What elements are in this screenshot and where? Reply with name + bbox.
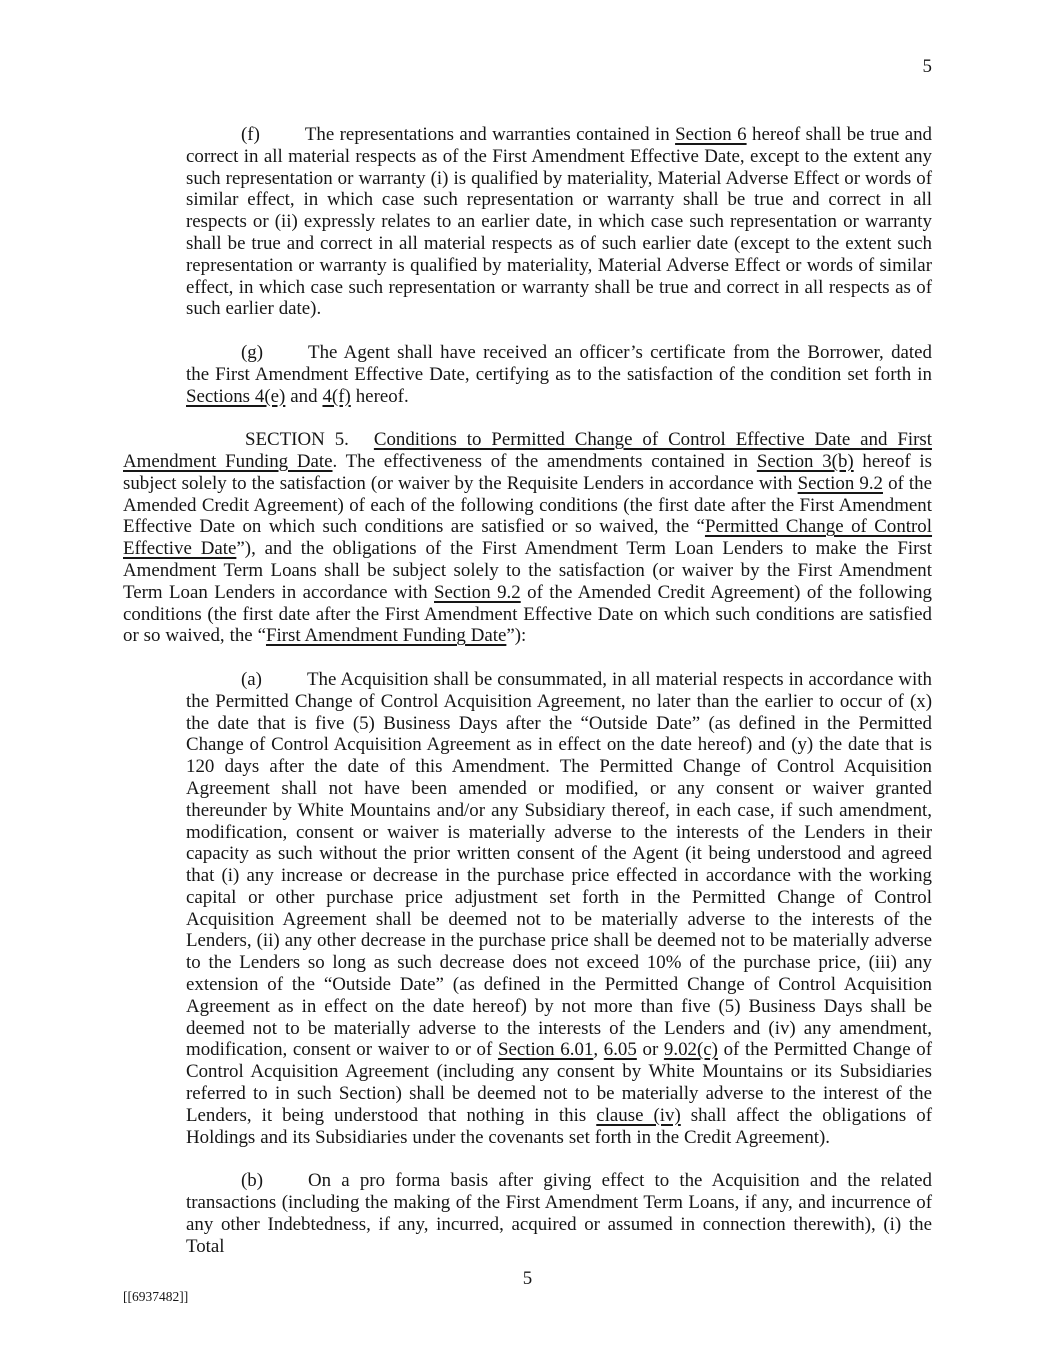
paragraph-section-5	[123, 429, 932, 647]
text-run: of the Amended Credit Agreement) of each of the following conditions (the first date after the First Amendment Effective Date on which such conditions are satisfied or so waived, the “	[123, 472, 932, 538]
text-run: of the Permitted Change of Control Acquisition Agreement (including any consent by White Mountains or its Subsidiaries referred to in such Section) shall be deemed not to be materially adverse to the interest of the Lenders, it being understood that nothing in this	[186, 1039, 932, 1126]
text-run: On a pro forma basis after giving effect to the Acquisition and the related transactions (including the making of the First Amendment Term Loans, if any, and incurrence of any other Indebtedness, if any, incurred, acquired or assumed in connection therewith), (i) the Total	[186, 1170, 932, 1257]
underlined-reference: Section 3(b)	[756, 450, 854, 472]
document-body	[123, 124, 932, 1279]
underlined-reference: Conditions to Permitted Change of Control Effective Date and First Amendment Funding Date	[123, 429, 932, 472]
page-number-top: 5	[922, 56, 932, 77]
text-run: hereof.	[350, 385, 409, 407]
underlined-reference: 4(f)	[322, 385, 351, 407]
underlined-reference: Section 9.2	[434, 581, 521, 603]
text-run: shall affect the obligations of Holdings and its Subsidiaries under the covenants set forth in the Credit Agreement).	[186, 1104, 932, 1148]
text-run: ”), and the obligations of the First Amendment Term Loan Lenders to make the First Amendment Term Loans shall be subject solely to the satisfaction (or waiver by the First Amendment Term Loan Lenders in accordance with	[123, 538, 932, 603]
paragraph-a	[186, 669, 932, 1149]
text-run: hereof shall be true and correct in all material respects as of the First Amendment Effective Date, except to the extent any such representation or warranty (i) is qualified by materiality, Material Adverse Effect or words of similar effect, in which case such representation or warranty shall be true and correct in all respects or (ii) expressly relates to an earlier date, in which case such representation or warranty shall be true and correct in all material respects as of such earlier date (except to the extent such representation or warranty is qualified by materiality, Material Adverse Effect or words of similar effect, in which case such representation or warranty shall be true and correct in all respects as of such earlier date).	[186, 124, 932, 320]
text-run: or	[636, 1039, 664, 1061]
underlined-reference: First Amendment Funding Date	[265, 625, 507, 647]
document-id: [[6937482]]	[123, 1289, 189, 1304]
text-run: ”):	[506, 625, 527, 647]
underlined-reference: clause (iv)	[596, 1104, 681, 1126]
text-run: The representations and warranties contained in	[304, 124, 676, 145]
paragraph-g	[186, 342, 932, 407]
text-run: (f)	[241, 124, 260, 145]
paragraph-b	[186, 1170, 932, 1257]
text-run: hereof is subject solely to the satisfaction (or waiver by the Requisite Lenders in accordance with	[123, 450, 932, 494]
underlined-reference: Permitted Change of Control Effective Date	[123, 516, 933, 560]
underlined-reference: Sections 4(e)	[186, 385, 286, 407]
text-run: (g)	[241, 341, 264, 363]
text-run: ,	[593, 1039, 604, 1061]
text-run: and	[285, 385, 323, 407]
page-number-bottom: 5	[522, 1268, 533, 1289]
text-run: The Agent shall have received an officer’s certificate from the Borrower, dated the First Amendment Effective Date, certifying as to the satisfaction of the condition set forth in	[186, 341, 932, 385]
text-run: . The effectiveness of the amendments contained in	[332, 450, 757, 472]
text-run: SECTION 5.	[245, 429, 349, 451]
text-run: (a)	[241, 668, 262, 690]
underlined-reference: 9.02(c)	[663, 1039, 718, 1061]
underlined-reference: Section 6	[675, 124, 747, 145]
text-run: of the Amended Credit Agreement) of the following conditions (the first date after the First Amendment Effective Date on which such conditions are satisfied or so waived, the “	[123, 581, 932, 647]
text-run: The Acquisition shall be consummated, in all material respects in accordance with the Permitted Change of Control Acquisition Agreement, no later than the earlier to occur of (x) the date that is five (5) Business Days after the “Outside Date” (as defined in the Permitted Change of Control Acquisition Agreement as in effect on the date hereof) and (y) the date that is 120 days after the date of this Amendment. The Permitted Change of Control Acquisition Agreement shall not have been amended or modified, or any consent or waiver granted thereunder by White Mountains and/or any Subsidiary thereof, in each case, if such amendment, modification, consent or waiver is materially adverse to the interests of the Lenders in their capacity as such without the prior written consent of the Agent (it being understood and agreed that (i) any increase or decrease in the purchase price effected in accordance with the working capital or other purchase price adjustment set forth in the Permitted Change of Control Acquisition Agreement shall be deemed not to be materially adverse to the interests of the Lenders, (ii) any other decrease in the purchase price shall be deemed not to be materially adverse to the Lenders so long as such decrease does not exceed 10% of the purchase price, (iii) any extension of the “Outside Date” (as defined in the Permitted Change of Control Acquisition Agreement as in effect on the date hereof) by not more than five (5) Business Days shall be deemed not to be materially adverse to the interests of the Lenders and (iv) any amendment, modification, consent or waiver to or of	[186, 668, 932, 1061]
text-run: (b)	[241, 1170, 264, 1192]
paragraph-f	[186, 124, 932, 320]
underlined-reference: Section 6.01	[497, 1039, 594, 1061]
underlined-reference: Section 9.2	[797, 472, 883, 494]
underlined-reference: 6.05	[603, 1039, 637, 1061]
